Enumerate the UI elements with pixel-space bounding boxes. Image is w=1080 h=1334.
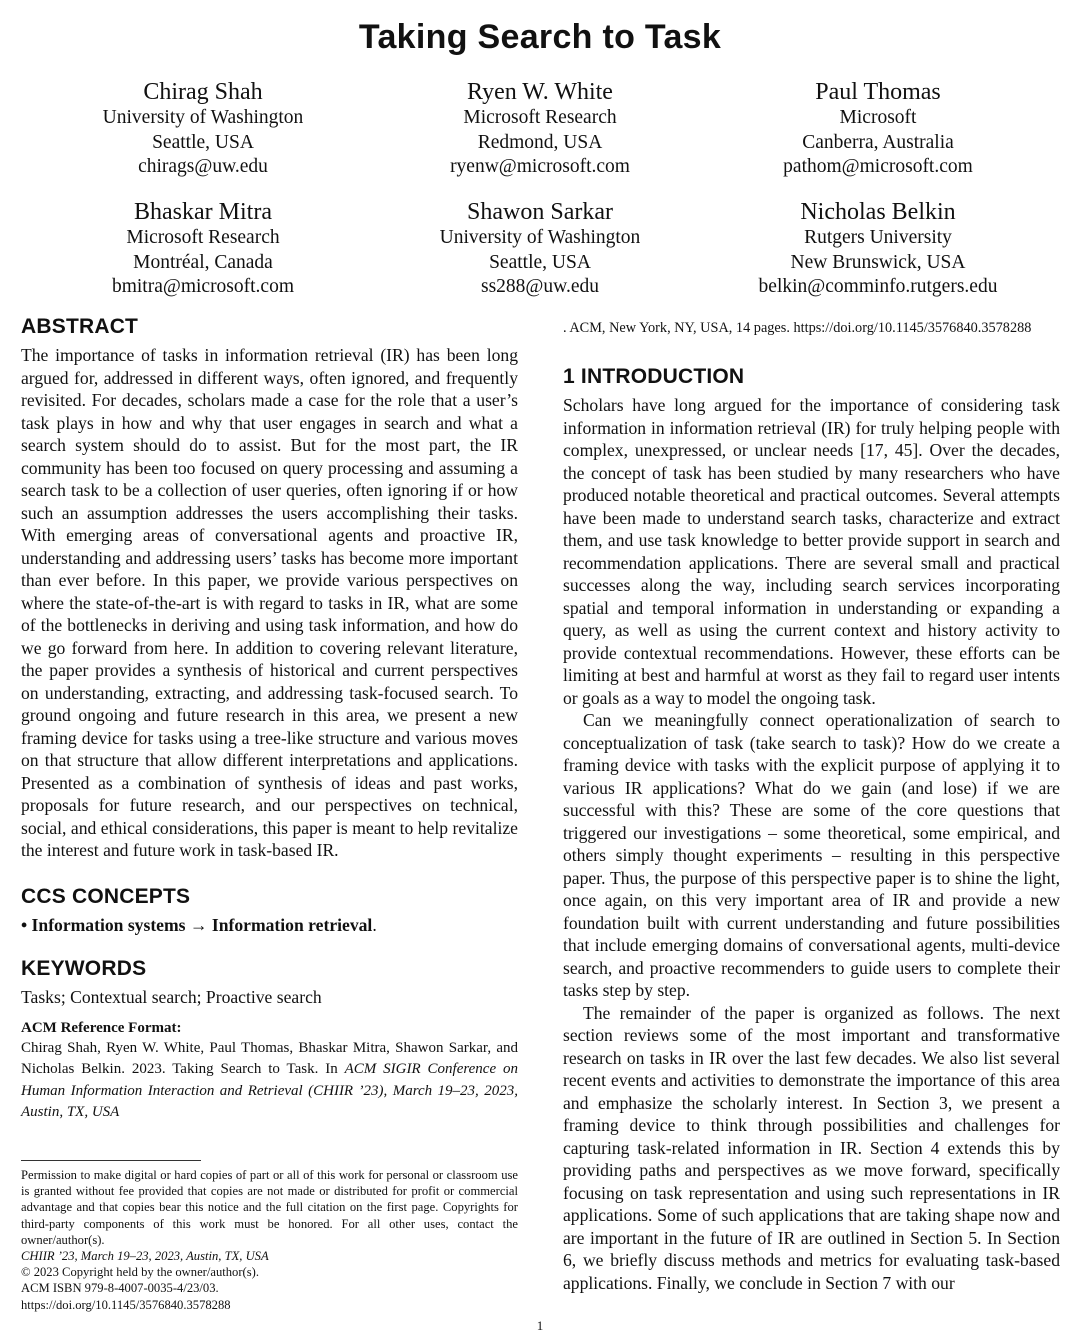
intro-paragraph-1: Scholars have long argued for the importance of considering task information in information retrieval (IR) for truly helping people with complex, unexpressed, or unclear needs [17, 45]. Over the decades, the concept of task has been studied by many researchers who have produced notable theoretical and practical outcomes. Several attempts have been made to understand search tasks, characterize and extract them, and use task knowledge to better provide support in search and recommendation applications. There are several small and practical successes along the way, including search services incorporating spatial and temporal information in understanding or expanding a query, as well as using the current context and history activity to provide contextual recommendations. However, these efforts can be limiting at best and harmful at worst as they fail to regard user intents or goals as a way to model the ongoing task. [563, 395, 1060, 708]
isbn-line: ACM ISBN 979-8-4007-0035-4/23/03. [21, 1281, 219, 1296]
author-block [698, 198, 1058, 300]
author-location: New Brunswick, USA [790, 251, 966, 273]
ccs-concepts: • Information systems → Information retrieval. [21, 914, 377, 935]
permission-block [21, 1160, 518, 1313]
footnote-rule [21, 1160, 201, 1161]
keywords-text: Tasks; Contextual search; Proactive search [21, 987, 322, 1007]
doi-line[interactable]: https://doi.org/10.1145/3576840.3578288 [21, 1297, 231, 1312]
author-affiliation: Microsoft [839, 107, 917, 128]
author-location: Canberra, Australia [802, 131, 954, 153]
author-email: ryenw@microsoft.com [450, 156, 630, 177]
ccs-text: • Information systems → Information retrieval [21, 914, 373, 935]
author-email: pathom@microsoft.com [783, 156, 973, 177]
ref-format-tail: . ACM, New York, NY, USA, 14 pages. https://doi.org/10.1145/3576840.3578288 [563, 320, 1032, 336]
author-block [23, 198, 383, 300]
author-email: chirags@uw.edu [138, 156, 268, 177]
permission-text: Permission to make digital or hard copies of part or all of this work for personal or classroom use is granted without fee provided that copies are not made or distributed for profit or commercial advantage and that copies bear this notice and the full citation on the first page. Copyrights for third-party components of this work must be honored. For all other uses, contact the owner/author(s). [21, 1168, 518, 1247]
author-affiliation: Microsoft Research [463, 107, 617, 128]
author-affiliation: University of Washington [102, 107, 304, 128]
author-email: bmitra@microsoft.com [111, 276, 295, 297]
author-block [360, 198, 720, 300]
page-number: 1 [536, 1318, 544, 1333]
author-affiliation: Microsoft Research [126, 227, 280, 248]
right-column [563, 318, 1060, 1294]
author-name: Shawon Sarkar [467, 199, 613, 225]
author-affiliation: Rutgers University [804, 227, 952, 248]
author-location: Seattle, USA [489, 251, 591, 273]
ref-format-continuation [563, 318, 1060, 339]
author-name: Paul Thomas [815, 79, 941, 105]
abstract-text: The importance of tasks in information retrieval (IR) has been long argued for, addressed in different ways, often ignored, and frequently revisited. For decades, scholars made a case for the role that a user’s task plays in how and why that user engages in search and what a search system should do to assist. But for the most part, the IR community has been too focused on query processing and assuming a search task to be a collection of user queries, often ignoring if or how such an assumption addresses the users accomplishing their tasks. With emerging areas of conversational agents and proactive IR, understanding and addressing users’ tasks has become more important than ever before. In this paper, we provide various perspectives on where the state-of-the-art is with regard to tasks in IR, what are some of the bottlenecks in deriving and using task information, and how do we go forward from here. In addition to covering relevant literature, the paper provides a synthesis of historical and current perspectives on understanding, extracting, and addressing task-focused search. To ground ongoing and future research in this area, we present a new framing device for tasks using a tree-like structure and various moves on that structure that allow different interpretations and applications. Presented as a combination of synthesis of ideas and past works, proposals for future research, and our perspectives on technical, social, and ethical considerations, this paper is meant to help revitalize the interest and future work in task-based IR. [21, 345, 518, 860]
author-location: Seattle, USA [152, 131, 254, 153]
left-column [21, 314, 518, 1312]
author-block [360, 78, 720, 180]
ref-format-heading: ACM Reference Format: [21, 1019, 182, 1036]
ref-format-venue: ACM SIGIR Conference on Human Information Interaction and Retrieval (CHIIR ’23), March 19–23, 2023, Austin, TX, USA [21, 1061, 518, 1120]
author-location: Redmond, USA [477, 131, 603, 153]
author-email: ss288@uw.edu [481, 276, 599, 297]
intro-paragraph-2: Can we meaningfully connect operationalization of search to conceptualization of task (take search to task)? How do we create a framing device with tasks with the explicit purpose of applying it to various IR applications? What do we gain (and lose) if we are successful with this? These are some of the core questions that triggered our investigations – some theoretical, some empirical, and others simply thought experiments – resulting in this perspective paper. Thus, the purpose of this perspective paper is to shine the light, once again, on this very important area of IR and provide a new foundation built with current understanding and future possibilities that include emerging domains of conversational agents, multi-device search, and proactive recommenders to guide users to complete their tasks step by step. [563, 710, 1060, 1000]
intro-heading: 1 INTRODUCTION [563, 365, 745, 388]
author-email: belkin@comminfo.rutgers.edu [758, 276, 998, 297]
author-name: Bhaskar Mitra [134, 199, 272, 225]
conference-line: CHIIR ’23, March 19–23, 2023, Austin, TX, USA [21, 1249, 269, 1264]
author-block [23, 78, 383, 180]
ref-format-plain: Chirag Shah, Ryen W. White, Paul Thomas, Bhaskar Mitra, Shawon Sarkar, and Nicholas Belkin. 2023. Taking Search to Task. In [21, 1039, 518, 1077]
ref-format-text [21, 1038, 518, 1124]
ccs-heading: CCS CONCEPTS [21, 884, 191, 908]
keywords-heading: KEYWORDS [21, 957, 147, 980]
abstract-heading: ABSTRACT [21, 315, 139, 338]
paper-title: Taking Search to Task [358, 18, 722, 56]
copyright-line: © 2023 Copyright held by the owner/author(s). [21, 1265, 259, 1280]
author-name: Chirag Shah [143, 79, 263, 105]
intro-paragraph-3: The remainder of the paper is organized as follows. The next section reviews some of the most important and transformative research on tasks in IR over the last few decades. We also list several recent events and activities to demonstrate the importance of this area and emphasize the scholarly interest. In Section 3, we present a framing device to think through possibilities and challenges for capturing task-related information in IR. Section 4 extends this by providing paths and perspectives as we move forward, specifically focusing on task representation and using such representations in IR applications. Some of such applications that are taking shape now and are important in the future of IR are outlined in Section 5. In Section 6, we briefly discuss methods and metrics for evaluating task-based applications. Finally, we conclude in Section 7 with our [563, 1002, 1060, 1293]
author-block [698, 78, 1058, 180]
author-affiliation: University of Washington [439, 227, 641, 248]
author-name: Nicholas Belkin [800, 199, 956, 225]
author-name: Ryen W. White [467, 79, 613, 105]
author-location: Montréal, Canada [133, 251, 273, 273]
